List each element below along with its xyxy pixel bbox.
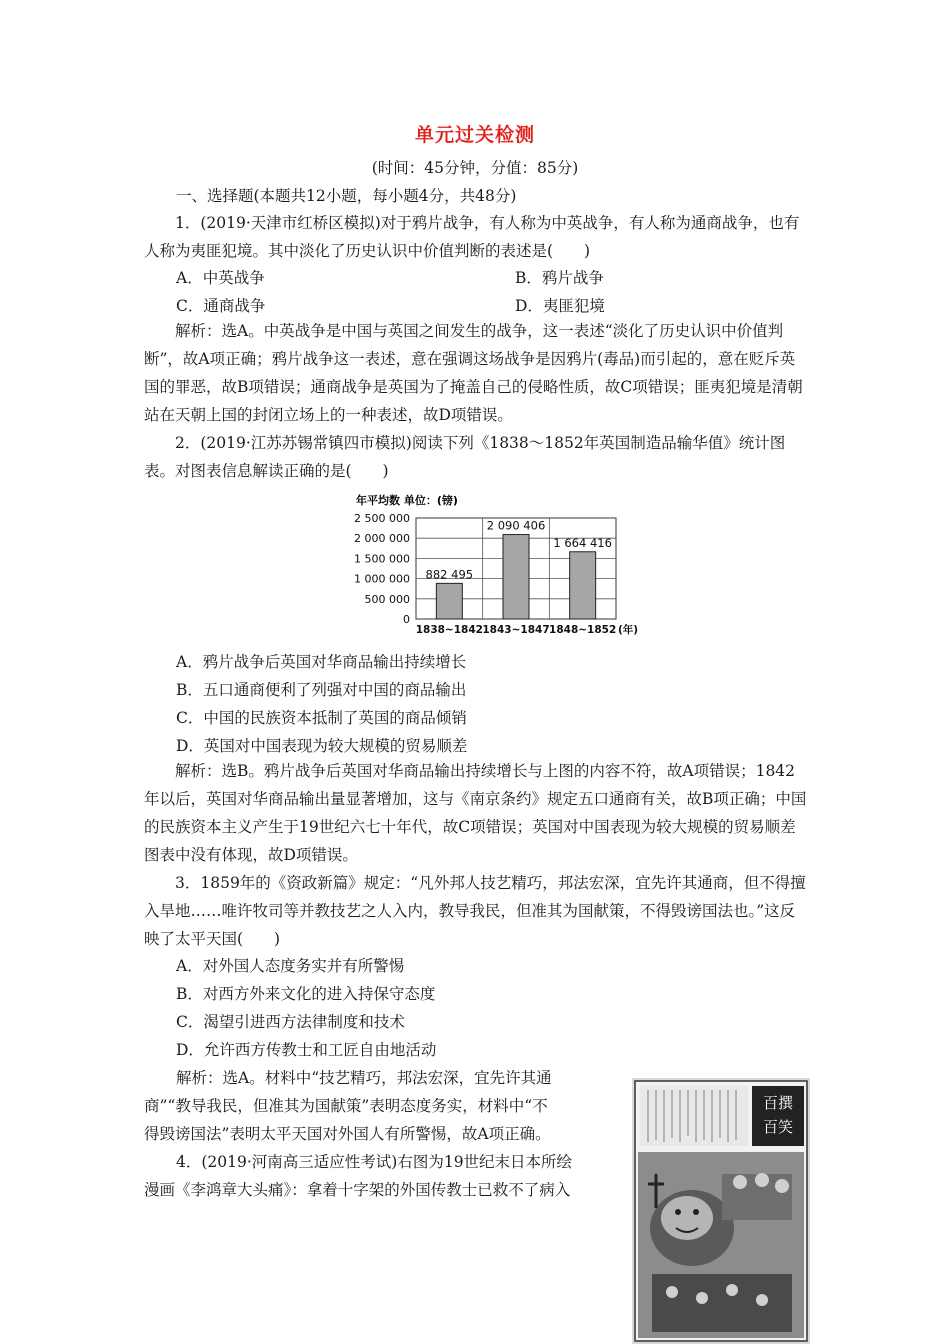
bar-value-label: 1 664 416: [553, 535, 612, 550]
bar: [436, 583, 462, 619]
chart-title: 年平均数 单位：(镑): [356, 494, 458, 507]
y-tick-label: 2 000 000: [354, 532, 410, 546]
x-tick-label: 1843~1847: [482, 624, 550, 636]
svg-text:百撰: 百撰: [762, 1094, 794, 1112]
svg-text:百笑: 百笑: [762, 1118, 794, 1136]
x-tick-label: 1848~1852: [549, 624, 617, 636]
bar: [570, 552, 596, 619]
question-2-stem: 2．(2019·江苏苏锡常镇四市模拟)阅读下列《1838～1852年英国制造品输华值》统计图表。对图表信息解读正确的是( ): [144, 434, 786, 480]
page-title: 单元过关检测: [414, 124, 535, 146]
q1-option-a: A．中英战争: [176, 269, 265, 287]
bar-value-label: 2 090 406: [486, 518, 546, 533]
q3-analysis-line3: 得毁谤国法”表明太平天国对外国人有所警惕，故A项正确。: [144, 1125, 551, 1143]
q3-analysis-line2: 商”“教导我民，但准其为国献策”表明态度务实，材料中“不: [144, 1097, 548, 1115]
q2-option-a: A．鸦片战争后英国对华商品输出持续增长: [176, 653, 467, 671]
q1-option-d: D．夷匪犯境: [515, 297, 605, 315]
q1-option-c: C．通商战争: [176, 297, 266, 315]
bar-value-label: 882 495: [425, 567, 474, 582]
y-tick-label: 500 000: [364, 592, 410, 606]
q3-analysis-line1: 解析：选A。材料中“技艺精巧，邦法宏深，宜先许其通: [176, 1069, 552, 1087]
q3-option-d: D．允许西方传教士和工匠自由地活动: [176, 1041, 437, 1059]
q1-analysis: 解析：选A。中英战争是中国与英国之间发生的战争，这一表述“淡化了历史认识中价值判断”，故A项正确；鸦片战争这一表述，意在强调这场战争是因鸦片(毒品)而引起的，意在贬斥英国的罪恶，故B项错误；通商战争是英国为了掩盖自己的侵略性质，故C项错误；匪夷犯境是清朝站在天朝上国的封闭立场上的一种表述，故D项错误。: [144, 322, 803, 424]
q2-option-b: B．五口通商便利了列强对中国的商品输出: [176, 681, 467, 699]
bar-chart: [350, 490, 650, 645]
y-tick-label: 0: [403, 613, 410, 626]
q3-option-a: A．对外国人态度务实并有所警惕: [176, 957, 405, 975]
x-axis-label: (年): [618, 624, 639, 636]
q3-option-c: C．渴望引进西方法律制度和技术: [176, 1013, 405, 1031]
y-tick-label: 2 500 000: [354, 512, 410, 525]
exam-info: (时间：45分钟，分值：85分): [371, 159, 579, 177]
x-tick-label: 1838~1842: [415, 624, 483, 636]
question-3-stem: 3．1859年的《资政新篇》规定：“凡外邦人技艺精巧，邦法宏深，宜先许其通商，但不得擅入旱地……唯许牧司等并教技艺之人入内，教导我民，但准其为国献策，不得毁谤国法也。”这反映了太平天国( ): [144, 874, 806, 948]
q4-line1: 4．(2019·河南高三适应性考试)右图为19世纪末日本所绘: [176, 1153, 573, 1171]
question-1-stem: 1．(2019·天津市红桥区模拟)对于鸦片战争，有人称为中英战争，有人称为通商战争，也有人称为夷匪犯境。其中淡化了历史认识中价值判断的表述是( ): [144, 214, 800, 260]
y-tick-label: 1 500 000: [354, 552, 410, 566]
q2-option-c: C．中国的民族资本抵制了英国的商品倾销: [176, 709, 467, 727]
q1-option-b: B．鸦片战争: [515, 269, 604, 287]
q2-analysis: 解析：选B。鸦片战争后英国对华商品输出持续增长与上图的内容不符，故A项错误；1842年以后，英国对华商品输出量显著增加，这与《南京条约》规定五口通商有关，故B项正确；中国的民族资本主义产生于19世纪六七十年代，故C项错误；英国对中国表现为较大规模的贸易顺差图表中没有体现，故D项错误。: [144, 762, 807, 864]
q2-option-d: D．英国对中国表现为较大规模的贸易顺差: [176, 737, 468, 755]
y-tick-label: 1 000 000: [354, 572, 410, 586]
section-heading: 一、选择题(本题共12小题，每小题4分，共48分): [176, 187, 517, 205]
q4-line2: 漫画《李鸿章大头痛》：拿着十字架的外国传教士已救不了病入: [144, 1181, 571, 1199]
q3-option-b: B．对西方外来文化的进入持保守态度: [176, 985, 436, 1003]
bar: [503, 535, 529, 619]
li-hongzhang-cartoon-image: [632, 1078, 810, 1344]
